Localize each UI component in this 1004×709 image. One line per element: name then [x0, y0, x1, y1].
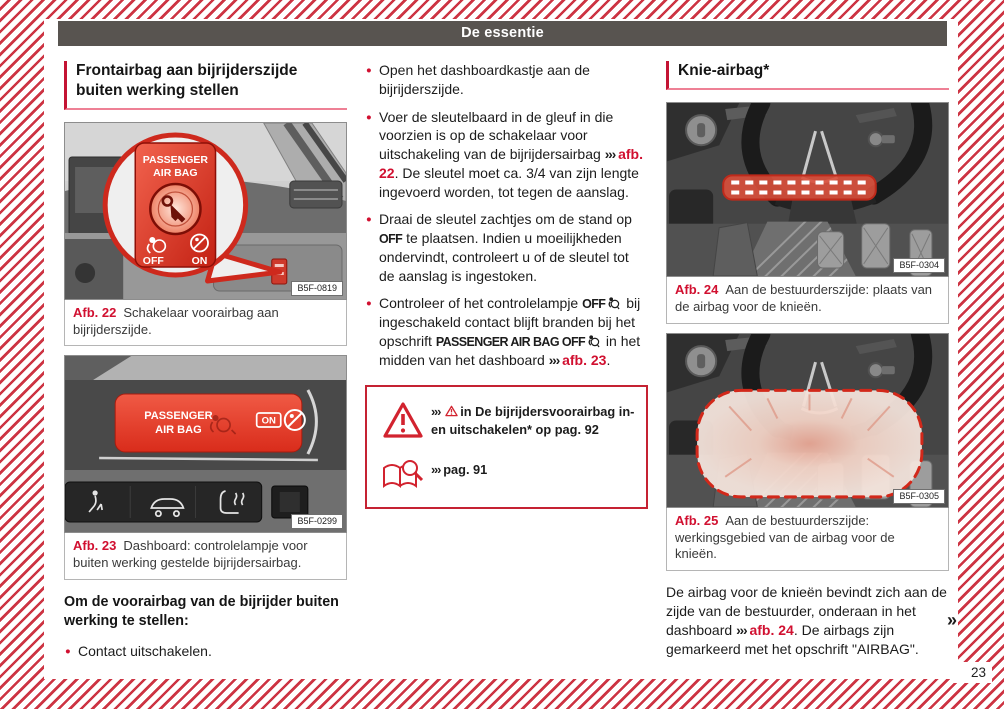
bullet-dot: ● [366, 214, 372, 226]
step-text-part: Voer de sleutelbaard in de gleuf in die voorzien is op de schakelaar voor uitschakeling van de bijrijdersairbag [379, 108, 614, 162]
cross-ref-arrows: ››› [548, 351, 560, 368]
figure-image-knee-airbag-zone [666, 333, 949, 508]
step-text-part: . [606, 351, 611, 368]
switch-passenger-text: PASSENGER [142, 153, 209, 166]
cross-ref-arrows: ››› [604, 146, 616, 162]
step-text-part: te plaatsen. Indien u moeilijkheden ondervindt, controleert u of de sleutel tot de aanslag is ingestoken. [379, 230, 629, 284]
page-number: 23 [953, 662, 992, 683]
figure-caption-text: Dashboard: controlelampje voor buiten werking gestelde bijrijdersairbag. [73, 538, 308, 571]
figure-ref-code: B5F-0304 [893, 258, 945, 273]
figure-caption [64, 532, 347, 580]
knee-airbag-location-highlight [723, 175, 876, 199]
page-reference-label[interactable]: pag. 91 [443, 462, 488, 478]
figure-caption-label: Afb. 25 [675, 512, 719, 528]
bullet-dot: ● [65, 645, 71, 657]
figure-ref-code: B5F-0305 [893, 489, 945, 504]
warning-triangle-inline-icon [445, 404, 458, 418]
indicator-off-label: OFF [582, 297, 606, 312]
panel-passenger-text: PASSENGER [144, 410, 213, 423]
bullet-dot: ● [366, 298, 372, 310]
airbag-indicator-icon [587, 334, 600, 348]
figure-caption-label: Afb. 22 [73, 304, 117, 320]
dashboard-switch-illustration [65, 123, 346, 299]
warning-row [375, 400, 636, 440]
indicator-passenger-airbag-off-label: PASSENGER AIR BAG OFF [435, 334, 586, 349]
switch-airbag-text: AIR BAG [153, 166, 198, 179]
cross-ref-arrows: ››› [431, 462, 441, 478]
panel-airbag-text: AIR BAG [155, 424, 202, 437]
figure-image-dashboard-indicator [64, 355, 347, 533]
section-heading-frontairbag: Frontairbag aan bijrijderszijde buiten werking stellen [64, 61, 347, 110]
figure-ref-code: B5F-0299 [291, 514, 343, 529]
bullet-dot: ● [366, 65, 372, 76]
cross-ref-afb-23[interactable]: afb. 23 [562, 351, 607, 368]
figure-caption [666, 507, 949, 572]
warning-row [375, 458, 636, 492]
figure-afb-25 [666, 333, 949, 572]
step-text: Contact uitschakelen. [78, 642, 212, 659]
list-item [64, 642, 347, 661]
figure-caption-text: Schakelaar voorairbag aan bijrijderszijde. [73, 304, 279, 337]
ignition-key [869, 132, 883, 146]
cross-ref-afb-24[interactable]: afb. 24 [749, 621, 794, 638]
cross-ref-afb-22[interactable]: afb. 22 [379, 146, 643, 181]
figure-caption-text: Aan de bestuurderszijde: plaats van de airbag voor de knieën. [675, 281, 933, 314]
column-left [64, 61, 347, 672]
page-content-area [44, 19, 958, 679]
list-item [365, 61, 648, 99]
list-item [365, 294, 648, 369]
climate-button-bar [65, 482, 262, 522]
figure-afb-22 [64, 122, 347, 347]
step-text [379, 294, 648, 369]
page-continuation-mark: » [946, 610, 957, 630]
figure-caption-text: Aan de bestuurderszijde: werkingsgebied van de airbag voor de knieën. [675, 512, 895, 562]
chapter-header-bar: De essentie [58, 21, 947, 46]
list-item [365, 210, 648, 285]
step-text-part: . De sleutel moet ca. 3/4 van zijn lengte ingevoerd worden, tot tegen de aanslag. [379, 164, 639, 200]
panel-on-label: ON [261, 415, 276, 427]
step-text [379, 210, 648, 285]
figure-ref-code: B5F-0819 [291, 281, 343, 296]
procedure-heading: Om de voorairbag van de bijrijder buiten werking te stellen: [64, 594, 339, 630]
body-paragraph [666, 583, 949, 658]
page-reference-text [431, 458, 487, 479]
column-middle [365, 61, 648, 672]
figure-afb-23 [64, 355, 347, 580]
figure-caption-label: Afb. 23 [73, 538, 117, 554]
warning-reference-box [365, 385, 648, 509]
knee-airbag-location-illustration [667, 103, 948, 276]
section-heading-knie-airbag: Knie-airbag* [666, 61, 949, 90]
step-text: Open het dashboardkastje aan de bijrijderszijde. [379, 62, 590, 97]
cross-ref-arrows: ››› [736, 621, 747, 638]
book-magnifier-icon [375, 458, 431, 492]
paragraph-part: De airbag voor de knieën bevindt zich aan de zijde van de bestuurder, onderaan in het dashboard [666, 584, 947, 638]
figure-image-passenger-airbag-switch [64, 122, 347, 300]
warning-reference-label[interactable]: in De bijrijdersvoorairbag in- en uitschakelen* op pag. 92 [431, 404, 635, 437]
warning-reference-text [431, 400, 636, 438]
column-right [666, 61, 949, 672]
step-text [379, 108, 648, 202]
cross-ref-arrows: ››› [431, 404, 441, 420]
switch-on-label: ON [191, 254, 208, 267]
dashboard-indicator-illustration [65, 356, 346, 532]
three-column-layout [64, 61, 945, 672]
knee-airbag-zone-illustration [667, 334, 948, 507]
paragraph-part: . De airbags zijn gemarkeerd met het opschrift "AIRBAG". [666, 621, 919, 657]
figure-caption [64, 299, 347, 347]
indicator-off-label: OFF [379, 232, 403, 246]
step-text-part: bij ingeschakeld contact blijft branden bij het opschrift [379, 295, 641, 349]
figure-caption-label: Afb. 24 [675, 281, 719, 297]
step-text-part: in het midden van het dashboard [379, 332, 641, 368]
figure-image-knee-airbag-location [666, 102, 949, 277]
warning-triangle-icon [375, 400, 431, 440]
list-item [365, 108, 648, 202]
step-text-part: Controleer of het controlelampje [379, 295, 583, 312]
airbag-indicator-icon [607, 296, 620, 310]
step-text-part: Draai de sleutel zachtjes om de stand op [379, 211, 632, 228]
figure-caption [666, 276, 949, 324]
figure-afb-24 [666, 102, 949, 324]
switch-off-label: OFF [142, 254, 164, 267]
bullet-dot: ● [366, 111, 372, 123]
